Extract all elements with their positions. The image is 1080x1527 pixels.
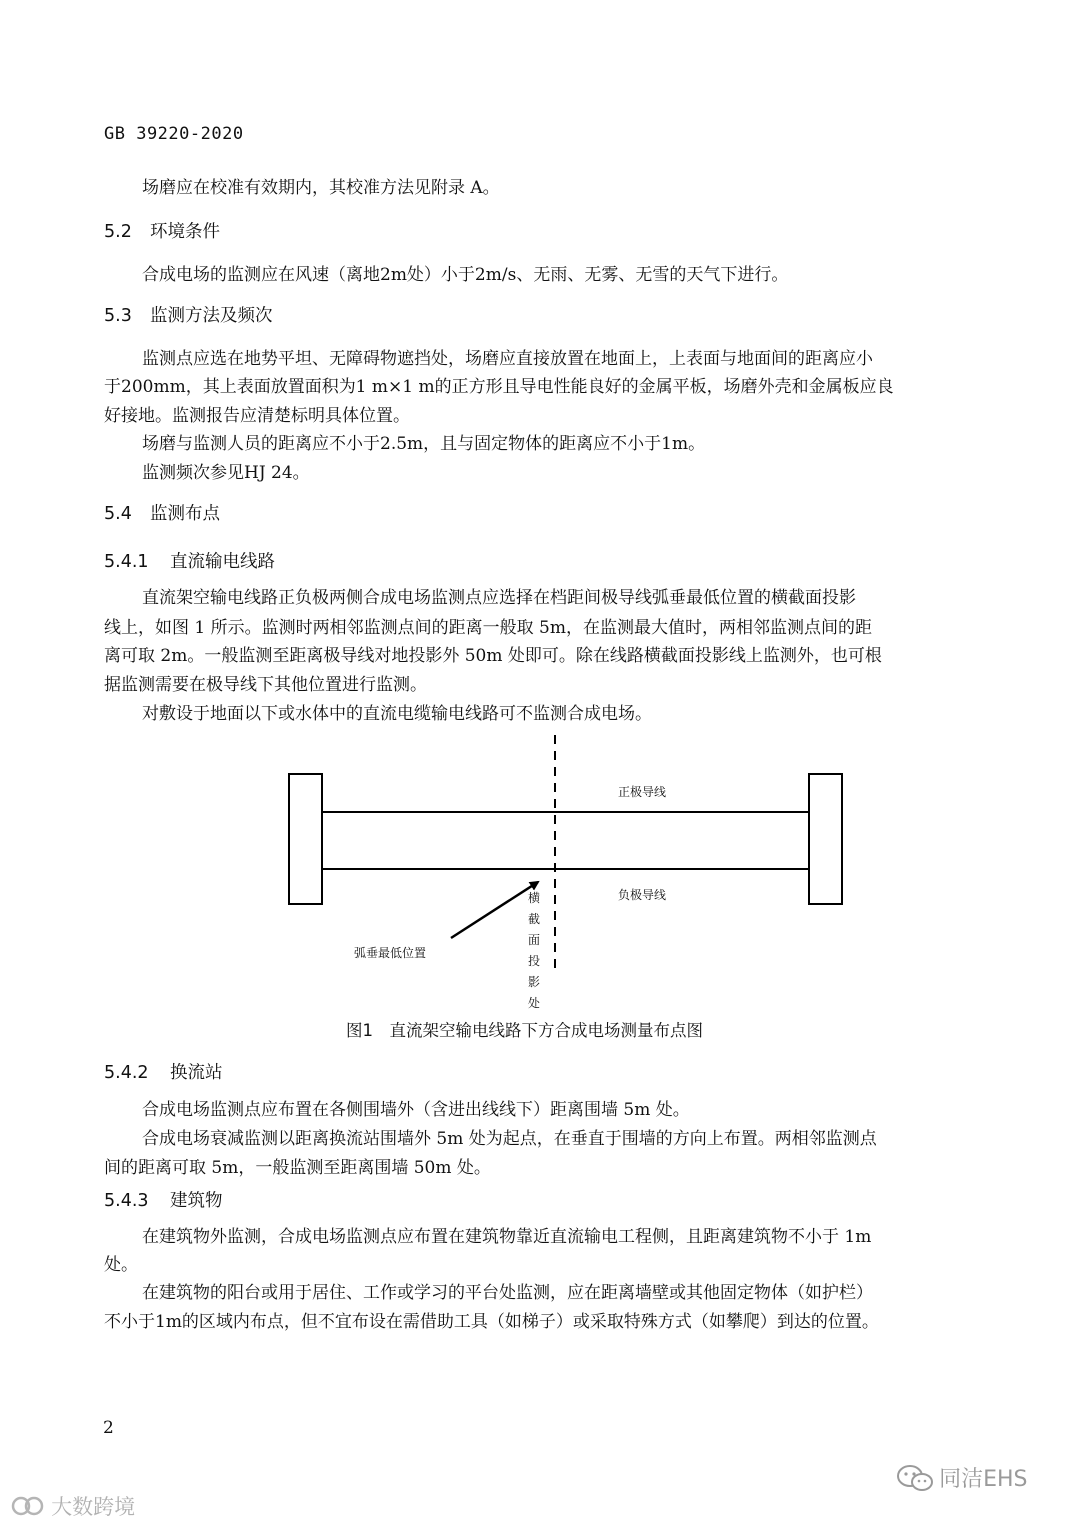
page-number: 2 [103,1418,114,1438]
section-number: 5.3 [104,306,132,326]
paragraph-line: 场磨与监测人员的距离应不小于2.5m，且与固定物体的距离应不小于1m。 [142,434,706,454]
watermark-wechat [896,1462,1028,1493]
positive-conductor-label: 正极导线 [618,785,667,799]
paragraph-line: 直流架空输电线路正负极两侧合成电场监测点应选择在档距间极导线弧垂最低位置的横截面投影 [142,588,856,608]
figure-caption: 图1 直流架空输电线路下方合成电场测量布点图 [346,1021,703,1040]
paragraph-line: 监测点应选在地势平坦、无障碍物遮挡处，场磨应直接放置在地面上，上表面与地面间的距离应小 [142,349,873,369]
paragraph-line: 间的距离可取 5m，一般监测至距离围墙 50m 处。 [104,1158,491,1178]
left-tower [289,774,322,904]
document-id: GB 39220-2020 [104,124,244,144]
paragraph: 合成电场的监测应在风速（离地2m处）小于2m/s、无雨、无雾、无雪的天气下进行。 [142,265,789,285]
section-number: 5.4.3 [104,1191,149,1211]
watermark-corner [10,1491,135,1521]
paragraph-line: 据监测需要在极导线下其他位置进行监测。 [104,675,427,695]
watermark-corner-text: 大数跨境 [51,1495,136,1519]
paragraph-line: 线上，如图 1 所示。监测时两相邻监测点间的距离一般取 5m，在监测最大值时，两相邻监测点间的距 [104,618,872,638]
paragraph-line: 在建筑物外监测，合成电场监测点应布置在建筑物靠近直流输电工程侧，且距离建筑物不小于 1m [142,1227,872,1247]
section-title: 建筑物 [170,1191,223,1211]
paragraph-line: 合成电场衰减监测以距离换流站围墙外 5m 处为起点，在垂直于围墙的方向上布置。两相邻监测点 [142,1129,877,1149]
paragraph-line: 在建筑物的阳台或用于居住、工作或学习的平台处监测，应在距离墙壁或其他固定物体（如护栏） [142,1283,873,1303]
paragraph-line: 处。 [104,1255,138,1275]
paragraph-line: 监测频次参见HJ 24。 [142,463,310,483]
paragraph-line: 对敷设于地面以下或水体中的直流电缆输电线路可不监测合成电场。 [142,704,652,724]
wechat-icon [896,1463,934,1493]
chain-logo-icon [10,1493,46,1519]
paragraph: 场磨应在校准有效期内，其校准方法见附录 A。 [142,178,500,198]
section-title: 环境条件 [150,222,220,242]
section-number: 5.4.1 [104,552,149,572]
section-heading-5-4-2 [104,1059,223,1084]
watermark-brand: 同洁EHS [939,1467,1028,1492]
section-number: 5.4 [104,504,132,524]
sag-lowest-point-label: 弧垂最低位置 [354,946,427,960]
paragraph-line: 不小于1m的区域内布点，但不宜布设在需借助工具（如梯子）或采取特殊方式（如攀爬）到达的位置。 [104,1312,879,1332]
section-title: 直流输电线路 [170,552,275,572]
section-heading-5-4-3 [104,1187,223,1212]
paragraph-line: 合成电场监测点应布置在各侧围墙外（含进出线线下）距离围墙 5m 处。 [142,1100,690,1120]
right-tower [809,774,842,904]
negative-conductor-label: 负极导线 [618,888,667,902]
section-title: 换流站 [170,1063,223,1083]
section-number: 5.2 [104,222,132,242]
section-number: 5.4.2 [104,1063,149,1083]
cross-section-label: 横截面投影处 [527,891,540,1010]
section-title: 监测布点 [150,504,220,524]
section-title: 监测方法及频次 [150,306,273,326]
sag-arrow [451,882,538,938]
paragraph-line: 离可取 2m。一般监测至距离极导线对地投影外 50m 处即可。除在线路横截面投影线上监测外，也可根 [104,646,882,666]
paragraph-line: 于200mm，其上表面放置面积为1 m×1 m的正方形且导电性能良好的金属平板，场磨外壳和金属板应良 [104,377,894,397]
paragraph-line: 好接地。监测报告应清楚标明具体位置。 [104,406,410,426]
